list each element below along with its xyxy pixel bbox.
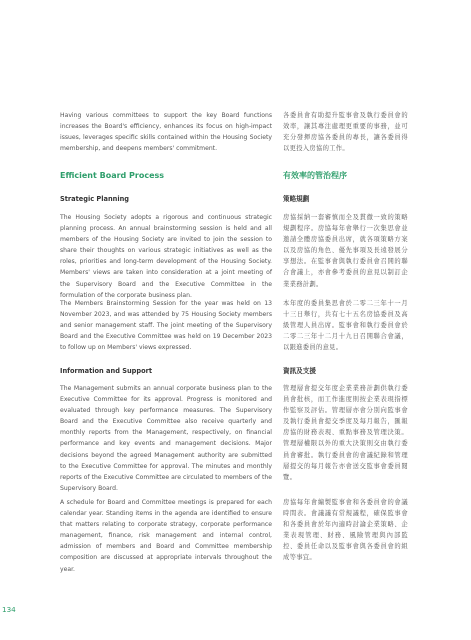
page-number: 134 (2, 605, 16, 614)
strategic-heading-en-block (60, 194, 272, 204)
information-heading-en-block (60, 366, 272, 376)
strategic-p1-en-block (60, 212, 272, 301)
section-title-en-block (60, 171, 272, 181)
section-title-en: Efficient Board Process (60, 171, 165, 180)
strategic-heading-zh: 策略規劃 (283, 195, 310, 203)
strategic-paragraph-2-zh: 本年度的委員集思會於二零二三年十一月十三日舉行，共有七十五名房協委員及高級管理人員出席。監事會和執行委員會於二零二三年十二月十九日召開聯合會議，以跟進委員的意見。 (283, 300, 408, 352)
intro-zh-block (283, 110, 408, 154)
intro-en-block (60, 110, 272, 154)
information-paragraph-1-zh: 管理層會提交年度企業業務計劃供執行委員會批核，而工作進度則按企業表現指標作監察及評估。管理層亦會分別向監事會及執行委員會提交季度及每月報告，匯報房協的財務表現、重點事務及管理決策。管理層權限以外的重大決策則交由執行委員會審批。執行委員會的會議紀錄和管理層提交的每月報告亦會送交監事會委員閱覽。 (283, 385, 408, 481)
information-paragraph-2-zh: 房協每年會編製監事會和各委員會的會議時間表。會議議有常規議程，確保監事會和各委員會於年內適時討論企業策略、企業表現管理、財務、風險管理與內部監控、委員任命以及監事會與各委員會的組成等事宜。 (283, 499, 408, 562)
intro-paragraph-en: Having various committees to support the key Board functions increases the Board's efficiency, enhances its focus on high-impact issues, leverages specific skills contained within the Housing Society membership, and deepens members' commitment. (60, 112, 272, 153)
strategic-paragraph-1-en: The Housing Society adopts a rigorous and continuous strategic planning process. An annual brainstorming session is held and all members of the Housing Society are invited to join the session to share their thoughts on various strategic initiatives as well as the roles, priorities and long-term development of the Housing Society. Members' views are taken into consideration at a joint meeting of the Supervisory Board and the Executive Committee in the formulation of the corporate business plan. (60, 214, 272, 299)
information-p2-en-block (60, 497, 272, 575)
information-p1-zh-block (283, 383, 408, 483)
strategic-paragraph-1-zh: 房協採納一套審慎而全及貫徹一致的策略規劃程序。房協每年會舉行一次集思會並邀請全體房協委員出席，就各項策略方案以及房協的角色、優先事項及長遠發展分享想法。在監事會與執行委員會召開的聯合會議上，亦會參考委員的意見以制訂企業業務計劃。 (283, 214, 408, 288)
strategic-p2-en-block (60, 298, 272, 353)
information-heading-en: Information and Support (60, 367, 153, 375)
strategic-heading-en: Strategic Planning (60, 195, 130, 203)
information-heading-zh: 資訊及支援 (283, 367, 316, 375)
information-paragraph-2-en: A schedule for Board and Committee meetings is prepared for each calendar year. Standing items in the agenda are identified to ensure that matters relating to corporate strategy, corporate performance management, finance, risk management and internal control, admission of members and Board and Committee membership composition are discussed at appropriate intervals throughout the year. (60, 499, 272, 573)
intro-paragraph-zh: 各委員會有助提升監事會及執行委員會的效率，讓其專注處理更重要的事務，並可充分發揮房協各委員的專長，讓各委員得以更投入房協的工作。 (283, 112, 408, 153)
strategic-paragraph-2-en: The Members Brainstorming Session for the year was held on 13 November 2023, and was attended by 75 Housing Society members and senior management staff. The joint meeting of the Supervisory Board and the Executive Committee was held on 19 December 2023 to follow up on Members' views expressed. (60, 300, 272, 352)
information-p1-en-block (60, 383, 272, 494)
strategic-p2-zh-block (283, 298, 408, 353)
information-heading-zh-block (283, 366, 408, 376)
strategic-heading-zh-block (283, 194, 408, 204)
strategic-p1-zh-block (283, 212, 408, 290)
information-p2-zh-block (283, 497, 408, 564)
section-title-zh-block (283, 171, 408, 181)
section-title-zh: 有效率的管治程序 (283, 171, 347, 180)
information-paragraph-1-en: The Management submits an annual corporate business plan to the Executive Committee for its approval. Progress is monitored and evaluated through key performance measures. The Supervisory Board and the Executive Committee also receive quarterly and monthly reports from the Management, respectively, on financial performance and key events and management decisions. Major decisions beyond the agreed Management authority are submitted to the Executive Committee for approval. The minutes and monthly reports of the Executive Committee are circulated to members of the Supervisory Board. (60, 385, 272, 492)
